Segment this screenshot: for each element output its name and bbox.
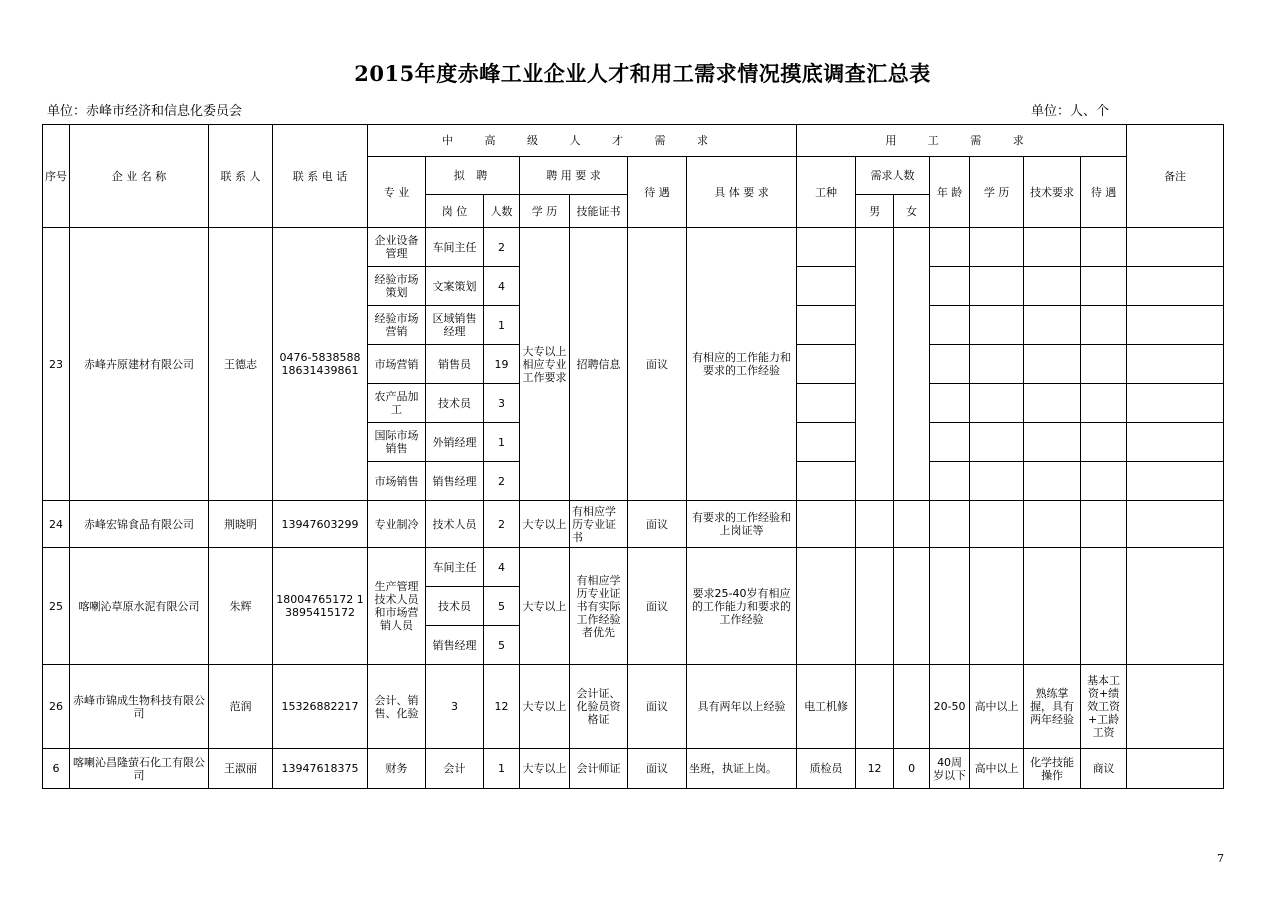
position-cell: 车间主任 (426, 548, 484, 587)
position-cell: 3 (426, 665, 484, 749)
major-cell: 专业制冷 (368, 501, 426, 548)
cert-cell: 招聘信息 (570, 228, 628, 501)
position-cell: 文案策划 (426, 267, 484, 306)
count-cell: 19 (484, 345, 520, 384)
count-cell: 1 (484, 749, 520, 789)
position-cell: 外销经理 (426, 423, 484, 462)
count-cell: 2 (484, 462, 520, 501)
contact-cell: 朱辉 (209, 548, 273, 665)
age-cell (930, 384, 970, 423)
remarks-cell (1127, 749, 1224, 789)
header-position: 岗 位 (426, 195, 484, 228)
position-cell: 销售经理 (426, 626, 484, 665)
position-cell: 区域销售经理 (426, 306, 484, 345)
male-cell (856, 665, 894, 749)
benefits2-cell (1081, 423, 1127, 462)
benefits-cell: 面议 (628, 749, 687, 789)
phone-cell: 18004765172 13895415172 (273, 548, 368, 665)
table-row-26 (43, 665, 1224, 749)
header-remarks: 备注 (1127, 125, 1224, 228)
header-contact: 联 系 人 (209, 125, 273, 228)
age-cell (930, 501, 970, 548)
major-cell: 企业设备管理 (368, 228, 426, 267)
female-cell (894, 501, 930, 548)
skill-cell: 熟练掌握，具有两年经验 (1024, 665, 1081, 749)
header-male: 男 (856, 195, 894, 228)
remarks-cell (1127, 462, 1224, 501)
skill-cell: 化学技能操作 (1024, 749, 1081, 789)
major-cell: 农产品加工 (368, 384, 426, 423)
header-labor-group: 用 工 需 求 (797, 125, 1127, 157)
skill-cell (1024, 345, 1081, 384)
male-cell (856, 548, 894, 665)
seq-cell: 23 (43, 228, 70, 501)
header-phone: 联 系 电 话 (273, 125, 368, 228)
count-cell: 2 (484, 501, 520, 548)
unit-organization: 单位：赤峰市经济和信息化委员会 (47, 104, 243, 119)
header-major: 专 业 (368, 157, 426, 228)
skill-cell (1024, 501, 1081, 548)
job-type-cell (797, 423, 856, 462)
header-headcount: 人数 (484, 195, 520, 228)
header-skill-req: 技术要求 (1024, 157, 1081, 228)
education-cell (970, 228, 1024, 267)
age-cell (930, 462, 970, 501)
header-row-1 (43, 125, 1224, 157)
male-cell (856, 501, 894, 548)
age-cell (930, 267, 970, 306)
count-cell: 1 (484, 423, 520, 462)
header-recruit: 拟 聘 (426, 157, 520, 195)
remarks-cell (1127, 306, 1224, 345)
skill-cell (1024, 462, 1081, 501)
edu-cell: 大专以上 (520, 749, 570, 789)
remarks-cell (1127, 267, 1224, 306)
education-cell: 高中以上 (970, 665, 1024, 749)
edu-cell: 大专以上 (520, 501, 570, 548)
education-cell (970, 267, 1024, 306)
benefits2-cell (1081, 462, 1127, 501)
header-benefits: 待 遇 (628, 157, 687, 228)
age-cell: 40周岁以下 (930, 749, 970, 789)
cert-cell: 有相应学历专业证书有实际工作经验者优先 (570, 548, 628, 665)
job-type-cell (797, 267, 856, 306)
header-specific-req: 具 体 要 求 (687, 157, 797, 228)
specific-cell: 具有两年以上经验 (687, 665, 797, 749)
major-cell: 生产管理技术人员和市场营销人员 (368, 548, 426, 665)
contact-cell: 范润 (209, 665, 273, 749)
major-cell: 财务 (368, 749, 426, 789)
position-cell: 技术员 (426, 587, 484, 626)
edu-cell: 大专以上相应专业工作要求 (520, 228, 570, 501)
education-cell: 高中以上 (970, 749, 1024, 789)
specific-cell: 坐班，执证上岗。 (687, 749, 797, 789)
count-cell: 5 (484, 587, 520, 626)
phone-cell: 0476-5838588 18631439861 (273, 228, 368, 501)
benefits2-cell (1081, 384, 1127, 423)
company-cell: 赤峰宏锦食品有限公司 (70, 501, 209, 548)
age-cell (930, 228, 970, 267)
contact-cell: 荆晓明 (209, 501, 273, 548)
remarks-cell (1127, 423, 1224, 462)
female-cell (894, 228, 930, 501)
survey-table (42, 124, 1224, 789)
benefits-cell: 面议 (628, 665, 687, 749)
seq-cell: 6 (43, 749, 70, 789)
major-cell: 会计、销售、化验 (368, 665, 426, 749)
age-cell (930, 423, 970, 462)
contact-cell: 王德志 (209, 228, 273, 501)
male-cell (856, 228, 894, 501)
position-cell: 车间主任 (426, 228, 484, 267)
job-type-cell (797, 501, 856, 548)
header-job-type: 工种 (797, 157, 856, 228)
major-cell: 国际市场销售 (368, 423, 426, 462)
phone-cell: 15326882217 (273, 665, 368, 749)
education-cell (970, 462, 1024, 501)
company-cell: 喀喇沁昌隆萤石化工有限公司 (70, 749, 209, 789)
phone-cell: 13947618375 (273, 749, 368, 789)
header-female: 女 (894, 195, 930, 228)
phone-cell: 13947603299 (273, 501, 368, 548)
header-requirements: 聘 用 要 求 (520, 157, 628, 195)
male-cell: 12 (856, 749, 894, 789)
table-row-25 (43, 548, 1224, 587)
skill-cell (1024, 228, 1081, 267)
header-cert: 技能证书 (570, 195, 628, 228)
cert-cell: 会计证、化验员资格证 (570, 665, 628, 749)
position-cell: 销售经理 (426, 462, 484, 501)
unit-measure: 单位：人、个 (1031, 104, 1110, 119)
female-cell (894, 665, 930, 749)
position-cell: 会计 (426, 749, 484, 789)
skill-cell (1024, 423, 1081, 462)
seq-cell: 25 (43, 548, 70, 665)
count-cell: 3 (484, 384, 520, 423)
major-cell: 经验市场策划 (368, 267, 426, 306)
job-type-cell (797, 345, 856, 384)
age-cell (930, 548, 970, 665)
table-row-24 (43, 501, 1224, 548)
job-type-cell (797, 306, 856, 345)
seq-cell: 26 (43, 665, 70, 749)
seq-cell: 24 (43, 501, 70, 548)
job-type-cell (797, 384, 856, 423)
count-cell: 12 (484, 665, 520, 749)
page-title: 2015年度赤峰工业企业人才和用工需求情况摸底调查汇总表 (354, 61, 931, 86)
benefits2-cell (1081, 548, 1127, 665)
education-cell (970, 384, 1024, 423)
age-cell (930, 345, 970, 384)
cert-cell: 会计师证 (570, 749, 628, 789)
count-cell: 4 (484, 267, 520, 306)
page-number: 7 (1217, 852, 1224, 865)
education-cell (970, 345, 1024, 384)
header-talent-group: 中 高 级 人 才 需 求 (368, 125, 797, 157)
skill-cell (1024, 548, 1081, 665)
education-cell (970, 306, 1024, 345)
female-cell (894, 548, 930, 665)
contact-cell: 王淑丽 (209, 749, 273, 789)
education-cell (970, 423, 1024, 462)
benefits2-cell (1081, 345, 1127, 384)
count-cell: 5 (484, 626, 520, 665)
header-age: 年 龄 (930, 157, 970, 228)
position-cell: 技术员 (426, 384, 484, 423)
skill-cell (1024, 384, 1081, 423)
job-type-cell (797, 462, 856, 501)
table-row-6 (43, 749, 1224, 789)
position-cell: 技术人员 (426, 501, 484, 548)
major-cell: 市场营销 (368, 345, 426, 384)
remarks-cell (1127, 548, 1224, 665)
header-edu-req: 学 历 (520, 195, 570, 228)
company-cell: 喀喇沁草原水泥有限公司 (70, 548, 209, 665)
benefits-cell: 面议 (628, 228, 687, 501)
skill-cell (1024, 267, 1081, 306)
header-benefits2: 待 遇 (1081, 157, 1127, 228)
header-education: 学 历 (970, 157, 1024, 228)
benefits2-cell (1081, 501, 1127, 548)
job-type-cell (797, 548, 856, 665)
company-cell: 赤峰卉原建材有限公司 (70, 228, 209, 501)
female-cell: 0 (894, 749, 930, 789)
job-type-cell (797, 228, 856, 267)
count-cell: 2 (484, 228, 520, 267)
remarks-cell (1127, 665, 1224, 749)
job-type-cell: 质检员 (797, 749, 856, 789)
position-cell: 销售员 (426, 345, 484, 384)
specific-cell: 有要求的工作经验和上岗证等 (687, 501, 797, 548)
benefits2-cell (1081, 228, 1127, 267)
education-cell (970, 548, 1024, 665)
header-seq: 序号 (43, 125, 70, 228)
edu-cell: 大专以上 (520, 665, 570, 749)
remarks-cell (1127, 228, 1224, 267)
count-cell: 1 (484, 306, 520, 345)
education-cell (970, 501, 1024, 548)
age-cell (930, 306, 970, 345)
benefits2-cell (1081, 267, 1127, 306)
major-cell: 市场销售 (368, 462, 426, 501)
benefits2-cell: 商议 (1081, 749, 1127, 789)
header-company: 企 业 名 称 (70, 125, 209, 228)
benefits-cell: 面议 (628, 548, 687, 665)
table-row-23 (43, 228, 1224, 267)
specific-cell: 有相应的工作能力和要求的工作经验 (687, 228, 797, 501)
benefits2-cell: 基本工资+绩效工资+工龄工资 (1081, 665, 1127, 749)
specific-cell: 要求25-40岁有相应的工作能力和要求的工作经验 (687, 548, 797, 665)
remarks-cell (1127, 345, 1224, 384)
header-demand-count: 需求人数 (856, 157, 930, 195)
remarks-cell (1127, 384, 1224, 423)
job-type-cell: 电工机修 (797, 665, 856, 749)
major-cell: 经验市场营销 (368, 306, 426, 345)
company-cell: 赤峰市锦成生物科技有限公司 (70, 665, 209, 749)
count-cell: 4 (484, 548, 520, 587)
benefits2-cell (1081, 306, 1127, 345)
cert-cell: 有相应学历专业证书 (570, 501, 628, 548)
skill-cell (1024, 306, 1081, 345)
remarks-cell (1127, 501, 1224, 548)
edu-cell: 大专以上 (520, 548, 570, 665)
age-cell: 20-50 (930, 665, 970, 749)
benefits-cell: 面议 (628, 501, 687, 548)
